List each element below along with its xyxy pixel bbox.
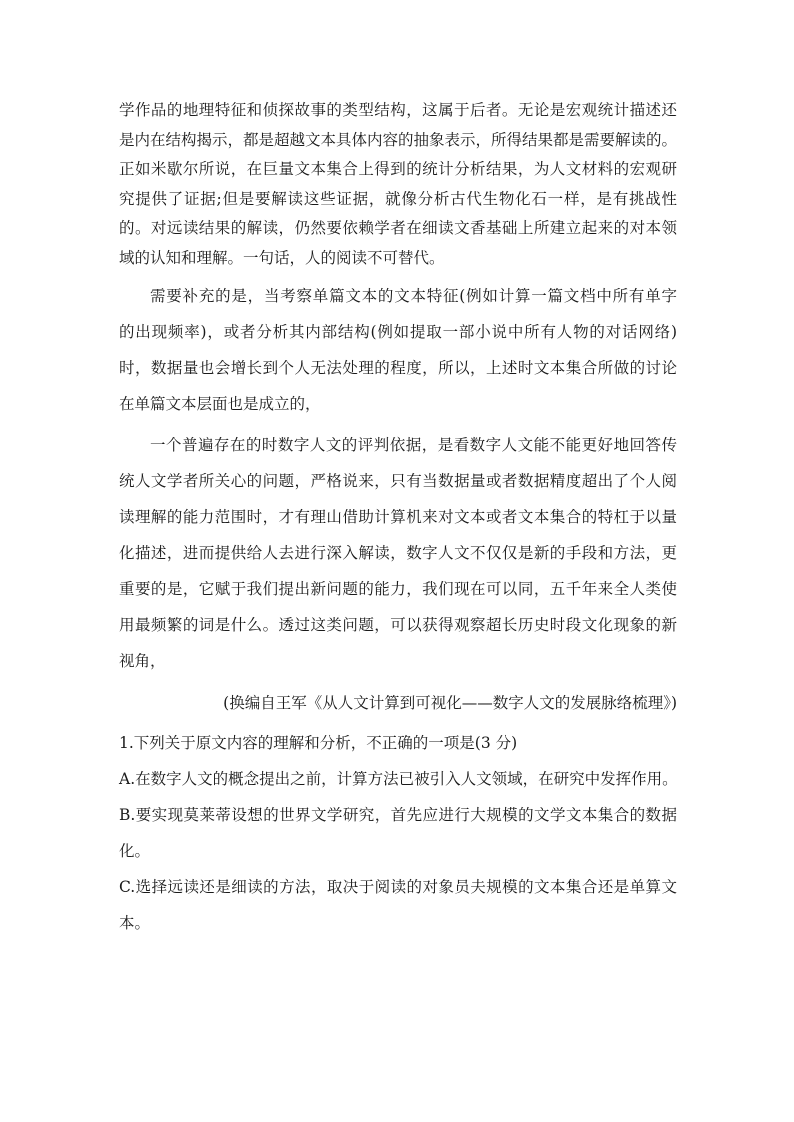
paragraph-line: 的。对远读结果的解读，仍然要依赖学者在细读文香基础上所建立起来的对本领 <box>119 219 677 237</box>
paragraph-line: 用最频繁的词是什么。透过这类问题，可以获得观察超长历史时段文化现象的新 <box>119 616 677 634</box>
option-b-continuation: 化。 <box>119 842 151 860</box>
paragraph-line: 化描述，进而提供给人去进行深入解读，数字人文不仅仅是新的手段和方法，更 <box>119 544 677 562</box>
paragraph-line: 正如米歇尔所说，在巨量文本集合上得到的统计分析结果，为人文材料的宏观研 <box>119 160 677 178</box>
source-citation: (换编自王军《从人文计算到可视化——数字人文的发展脉络梳理》) <box>223 694 677 712</box>
paragraph-line: 一个普遍存在的时数字人文的评判依据，是看数字人文能不能更好地回答传 <box>150 436 677 454</box>
paragraph-line: 域的认知和理解。一句话，人的阅读不可替代。 <box>119 248 445 267</box>
question-stem: 1.下列关于原文内容的理解和分析，不正确的一项是(3 分) <box>119 734 518 752</box>
paragraph-3 <box>119 427 677 679</box>
paragraph-line: 统人文学者所关心的问题，严格说来，只有当数据量或者数据精度超出了个人阅 <box>119 472 677 490</box>
paragraph-line: 究提供了证据;但是要解读这些证据，就像分析古代生物化石一样，是有挑战性 <box>119 189 677 208</box>
option-b: B.要实现莫莱蒂设想的世界文学研究，首先应进行大规模的文学文本集合的数据 <box>119 806 677 824</box>
paragraph-line: 是内在结构揭示，都是超越文本具体内容的抽象表示，所得结果都是需要解读的。 <box>119 130 678 149</box>
document-page <box>119 96 677 941</box>
option-a: A.在数字人文的概念提出之前，计算方法已被引入人文领域，在研究中发挥作用。 <box>119 770 678 788</box>
paragraph-2 <box>119 278 677 422</box>
option-c: C.选择远读还是细读的方法，取决于阅读的对象员夫规模的文本集合还是单算文 <box>119 878 677 896</box>
question-block <box>119 725 677 941</box>
paragraph-line: 的出现频率)，或者分析其内部结构(例如提取一部小说中所有人物的对话网络) <box>119 323 677 341</box>
paragraph-line: 读理解的能力范围时，才有理山借助计算机来对文本或者文本集合的特杠于以量 <box>119 508 677 526</box>
option-c-continuation: 本。 <box>119 914 151 932</box>
paragraph-1 <box>119 96 677 273</box>
paragraph-line: 视角， <box>119 652 166 670</box>
paragraph-line: 学作品的地理特征和侦探故事的类型结构，这属于后者。无论是宏观统计描述还 <box>119 101 677 119</box>
source-citation-block <box>119 685 677 721</box>
paragraph-line: 时，数据量也会增长到个人无法处理的程度，所以，上述时文本集合所做的讨论 <box>119 359 677 377</box>
paragraph-line: 重要的是，它赋于我们提出新问题的能力，我们现在可以同，五千年来全人类使 <box>119 580 677 598</box>
paragraph-line: 在单篇文本层面也是成立的， <box>119 395 321 413</box>
paragraph-line: 需要补充的是，当考察单篇文本的文本特征(例如计算一篇文档中所有单字 <box>150 287 677 305</box>
